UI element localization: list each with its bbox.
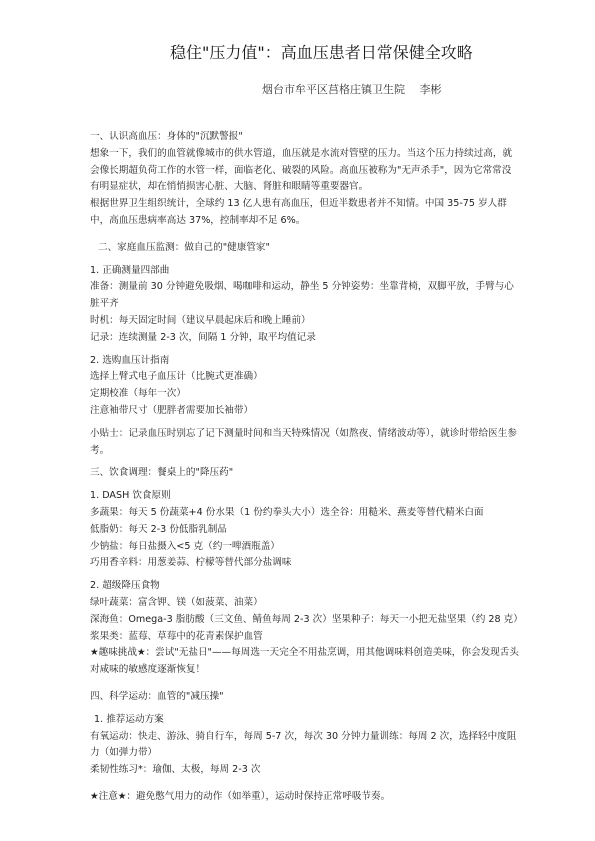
section-1-heading: 一、认识高血压：身体的"沉默警报" <box>90 131 243 142</box>
section-1-paragraph-2: 根据世界卫生组织统计，全球约 13 亿人患有高血压，但近半数患者并不知情。中国 35-75 岁人群中，高血压患病率高达 37%，控制率却不足 6%。 <box>90 198 507 226</box>
author-byline: 烟台市牟平区莒格庄镇卫生院 李彬 <box>262 83 442 96</box>
section-3-subheading-2: 2. 超级降压食物 <box>90 580 160 592</box>
section-1-paragraph-1: 想象一下，我们的血管就像城市的供水管道，血压就是水流对管壁的压力。当这个压力持续过高，就会像长期超负荷工作的水管一样，面临老化、破裂的风险。高血压被称为"无声杀手"，因为它常常没有明显症状，却在悄悄损害心脏、大脑、肾脏和眼睛等重要器官。 <box>90 147 513 193</box>
diet-vegetables: 多蔬果：每天 5 份蔬菜+4 份水果（1 份约拳头大小）选全谷：用糙米、燕麦等替代精米白面 <box>90 506 484 518</box>
section-3-challenge: ★趣味挑战★：尝试"无盐日"——每周选一天完全不用盐烹调，用其他调味料创造美味，你会发现舌头对咸味的敏感度逐渐恢复！ <box>90 647 519 676</box>
page-title: 稳住"压力值"：高血压患者日常保健全攻略 <box>170 43 473 62</box>
section-3-subheading-1: 1. DASH 饮食原则 <box>90 490 171 502</box>
section-2-subheading-2: 2. 选购血压计指南 <box>90 354 170 366</box>
diet-low-fat: 低脂奶：每天 2-3 份低脂乳制品 <box>90 523 227 535</box>
diet-spices: 巧用香辛料：用葱姜蒜、柠檬等替代部分盐调味 <box>90 557 292 569</box>
section-4-caution: ★注意★：避免憋气用力的动作（如举重），运动时保持正常呼吸节奏。 <box>90 790 391 802</box>
measure-preparation: 准备：测量前 30 分钟避免吸烟、喝咖啡和运动，静坐 5 分钟姿势：坐靠背椅，双脚平放，手臂与心脏平齐 <box>90 281 514 310</box>
monitor-choose: 选择上臂式电子血压计（比腕式更准确） <box>90 371 263 383</box>
section-4-heading: 四、科学运动：血管的"减压操" <box>90 690 224 702</box>
section-3-heading: 三、饮食调理：餐桌上的"降压药" <box>90 467 234 479</box>
measure-timing: 时机：每天固定时间（建议早晨起床后和晚上睡前） <box>90 314 311 326</box>
food-fish: 深海鱼：Omega-3 脂肪酸（三文鱼、鲭鱼每周 2-3 次）坚果种子：每天一小把无盐坚果（约 28 克） <box>90 613 523 625</box>
exercise-aerobic: 有氧运动：快走、游泳、骑自行车，每周 5-7 次，每次 30 分钟力量训练：每周 2 次，选择轻中度阻力（如弹力带） <box>90 730 517 759</box>
food-greens: 绿叶蔬菜：富含钾、镁（如菠菜、油菜） <box>90 596 263 608</box>
diet-low-salt: 少钠盐：每日盐摄入<5 克（约一啤酒瓶盖） <box>90 540 280 552</box>
monitor-cuff: 注意袖带尺寸（肥胖者需要加长袖带） <box>90 404 254 416</box>
section-2-subheading-1: 1. 正确测量四部曲 <box>90 264 170 276</box>
section-2-tip: 小贴士：记录血压时别忘了记下测量时间和当天特殊情况（如熬夜、情绪波动等），就诊时带给医生参考。 <box>90 427 517 456</box>
section-2-heading: 二、家庭血压监测：做自己的"健康管家" <box>98 241 270 253</box>
measure-record: 记录：连续测量 2-3 次，间隔 1 分钟，取平均值记录 <box>90 331 316 343</box>
food-berries: 浆果类：蓝莓、草莓中的花青素保护血管 <box>90 630 263 642</box>
exercise-flexibility: 柔韧性练习*：瑜伽、太极，每周 2-3 次 <box>90 764 261 776</box>
section-4-subheading-1: 1. 推荐运动方案 <box>94 713 164 725</box>
monitor-calibrate: 定期校准（每年一次） <box>90 388 186 400</box>
article-body <box>90 129 523 806</box>
